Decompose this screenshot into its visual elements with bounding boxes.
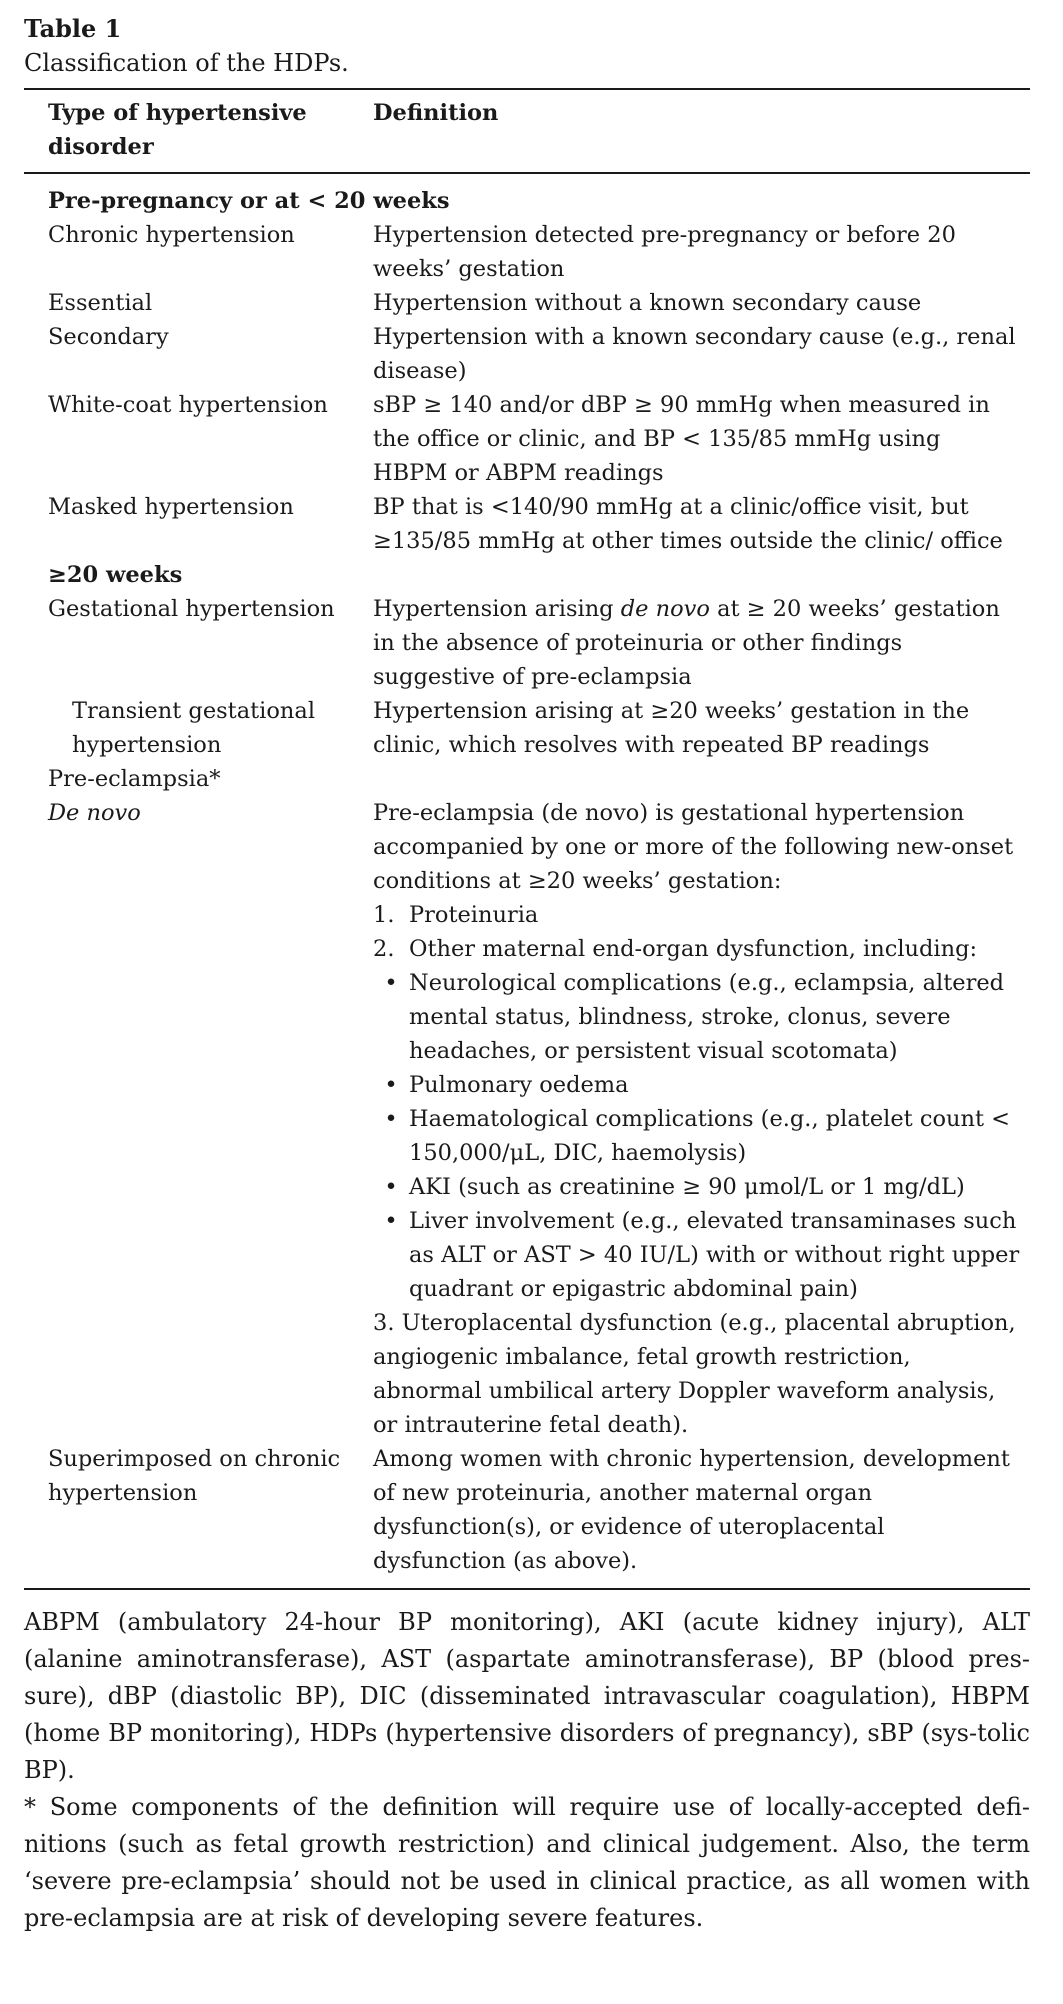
row-type: Chronic hypertension: [48, 222, 295, 248]
table-row: [24, 320, 1030, 388]
row-type: Secondary: [48, 324, 169, 350]
def-text: at ≥ 20 weeks’ gestation in the absence of proteinuria or other findings suggestive of pre-eclampsia: [373, 596, 1000, 690]
asterisk-note: * Some components of the definition will require use of locally-accepted defi-nitions (such as fetal growth restriction) and clinical judgement. Also, the term ‘severe pre-eclampsia’ should not be used in clinical practice, as all women with pre-eclampsia are at risk of developing severe features.: [24, 1793, 1030, 1932]
table-row: [24, 286, 1030, 320]
bullet-icon: •: [384, 970, 398, 996]
list-number: 2.: [373, 936, 395, 962]
list-text: Proteinuria: [409, 902, 539, 928]
list-text: Haematological complications (e.g., platelet count < 150,000/μL, DIC, haemolysis): [409, 1106, 1011, 1166]
row-definition: BP that is <140/90 mmHg at a clinic/office visit, but ≥135/85 mmHg at other times outside the clinic/ office: [373, 494, 1003, 554]
row-definition: Among women with chronic hypertension, development of new proteinuria, another maternal organ dysfunction(s), or evidence of uteroplacental dysfunction (as above).: [373, 1446, 1010, 1574]
row-type: White-coat hypertension: [48, 392, 328, 418]
list-item: [373, 898, 1020, 932]
row-definition: Hypertension arising at ≥20 weeks’ gestation in the clinic, which resolves with repeated BP readings: [373, 698, 970, 758]
list-text: AKI (such as creatinine ≥ 90 μmol/L or 1 mg/dL): [409, 1174, 965, 1200]
table-footnotes: [24, 1590, 1030, 1937]
table-row: [24, 592, 1030, 694]
table-caption: Classification of the HDPs.: [24, 49, 349, 77]
def-emphasis: de novo: [620, 596, 710, 622]
table-body: [24, 174, 1030, 1578]
def-text: Hypertension arising: [373, 596, 621, 622]
row-type: Essential: [48, 290, 153, 316]
row-type: De novo: [48, 800, 141, 826]
table-row: [24, 1442, 1030, 1578]
bullet-icon: •: [384, 1208, 398, 1234]
bullet-icon: •: [384, 1174, 398, 1200]
table-header: [24, 90, 1030, 172]
table-row: [24, 796, 1030, 1442]
bullet-icon: •: [384, 1106, 398, 1132]
list-item: [373, 966, 1020, 1068]
row-type-text: Transient gestational hypertension: [72, 698, 316, 758]
table-row: [24, 694, 1030, 762]
list-text: Liver involvement (e.g., elevated transaminases such as ALT or AST > 40 IU/L) with or without right upper quadrant or epigastric abdominal pain): [409, 1208, 1020, 1302]
row-type: Pre-eclampsia*: [48, 766, 221, 792]
list-item: [373, 1068, 1020, 1102]
list-item: [373, 932, 1020, 966]
bullet-icon: •: [384, 1072, 398, 1098]
row-type: [24, 694, 373, 762]
list-text: Neurological complications (e.g., eclampsia, altered mental status, blindness, stroke, clonus, severe headaches, or persistent visual scotomata): [409, 970, 1005, 1064]
list-item: [373, 1170, 1020, 1204]
section-post20: ≥20 weeks: [48, 562, 183, 588]
list-text: Other maternal end-organ dysfunction, including:: [409, 936, 978, 962]
row-type: Masked hypertension: [48, 494, 294, 520]
section-pre20: Pre-pregnancy or at < 20 weeks: [48, 188, 450, 214]
list-number: 1.: [373, 902, 395, 928]
row-definition: Hypertension without a known secondary cause: [373, 290, 922, 316]
table-row: [24, 218, 1030, 286]
list-item: [373, 1102, 1020, 1170]
row-type-text: Superimposed on chronic hypertension: [48, 1446, 341, 1506]
row-definition: Hypertension with a known secondary cause (e.g., renal disease): [373, 324, 1016, 384]
row-type: Gestational hypertension: [48, 596, 335, 622]
header-definition: Definition: [373, 100, 499, 126]
table-row: [24, 762, 1030, 796]
row-type: [24, 1442, 373, 1578]
list-item: 3. Uteroplacental dysfunction (e.g., placental abruption, angiogenic imbalance, fetal growth restriction, abnormal umbilical artery Doppler waveform analysis, or intrauterine fetal death).: [373, 1310, 1016, 1438]
table-label: Table 1: [24, 14, 122, 43]
row-definition: [373, 592, 1030, 694]
abbreviations-note: ABPM (ambulatory 24-hour BP monitoring), AKI (acute kidney injury), ALT (alanine aminotransferase), AST (aspartate aminotransferase), BP (blood pres-sure), dBP (diastolic BP), DIC (disseminated intravascular coagulation), HBPM (home BP monitoring), HDPs (hypertensive disorders of pregnancy), sBP (sys-tolic BP).: [24, 1608, 1030, 1784]
list-text: Pulmonary oedema: [409, 1072, 629, 1098]
row-definition: sBP ≥ 140 and/or dBP ≥ 90 mmHg when measured in the office or clinic, and BP < 135/85 mmHg using HBPM or ABPM readings: [373, 392, 990, 486]
denovo-intro: Pre-eclampsia (de novo) is gestational hypertension accompanied by one or more of the following new-onset conditions at ≥20 weeks’ gestation:: [373, 800, 1014, 894]
row-definition: [373, 796, 1030, 1442]
list-item: [373, 1204, 1020, 1306]
table-row: [24, 490, 1030, 558]
table-row: [24, 388, 1030, 490]
row-definition: Hypertension detected pre-pregnancy or before 20 weeks’ gestation: [373, 222, 956, 282]
header-type: Type of hypertensive disorder: [48, 100, 307, 160]
